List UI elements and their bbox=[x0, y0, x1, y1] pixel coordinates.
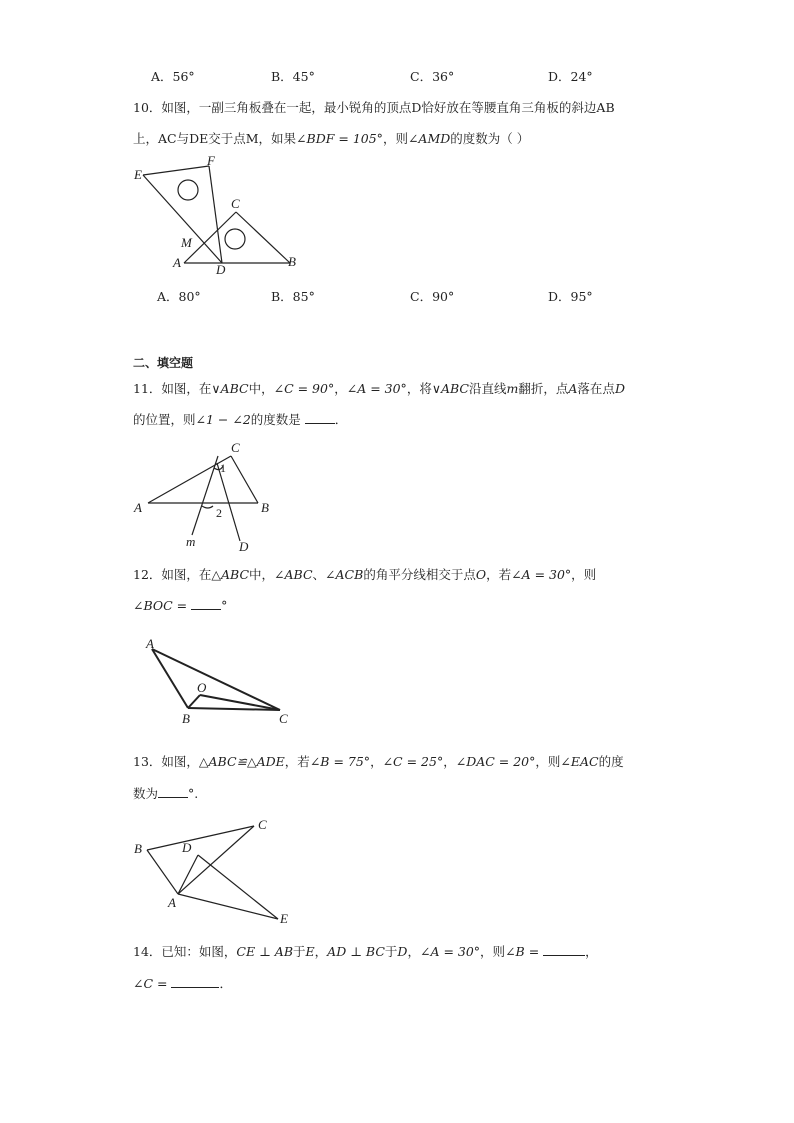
q13-stem-line-1: 13．如图，△ABC≌△ADE，若∠B = 75°，∠C = 25°，∠DAC = 20°，则∠EAC的度 bbox=[133, 754, 624, 769]
q9-option-d: D．24° bbox=[548, 69, 593, 84]
section-heading-fill-in: 二、填空题 bbox=[133, 356, 194, 370]
q10-option-a: A．80° bbox=[157, 289, 201, 304]
q14-stem-line-2: ∠C = ． bbox=[133, 976, 232, 991]
q11-label-1: 1 bbox=[220, 461, 226, 475]
q11-figure bbox=[130, 438, 280, 556]
q12-stem-line-1: 12．如图，在△ABC中，∠ABC、∠ACB的角平分线相交于点O，若∠A = 30°，则 bbox=[133, 567, 597, 582]
q12-label-a: A bbox=[146, 636, 154, 651]
q13-label-d: D bbox=[182, 840, 192, 855]
q13-stem-line-2: 数为 °. bbox=[133, 786, 199, 801]
q9-option-b: B．45° bbox=[271, 69, 315, 84]
q10-option-b: B．85° bbox=[271, 289, 315, 304]
q10-label-d: D bbox=[216, 262, 226, 277]
q14-stem-line-1: 14．已知：如图，CE ⊥ AB于E，AD ⊥ BC于D，∠A = 30°，则∠B = ， bbox=[133, 944, 598, 959]
q12-stem-line-2: ∠BOC = ° bbox=[133, 598, 228, 613]
q10-label-f: F bbox=[207, 153, 215, 168]
q12-label-c: C bbox=[279, 711, 288, 726]
q13-figure bbox=[130, 812, 300, 930]
q9-option-a: A．56° bbox=[151, 69, 195, 84]
q13-label-b: B bbox=[134, 841, 142, 856]
q10-label-m: M bbox=[181, 235, 192, 250]
q10-label-a: A bbox=[173, 255, 181, 270]
q11-answer-blank[interactable] bbox=[305, 411, 335, 424]
q10-option-c: C．90° bbox=[410, 289, 455, 304]
q14-answer-blank-b[interactable] bbox=[543, 943, 585, 956]
q13-answer-blank[interactable] bbox=[158, 785, 188, 798]
q13-label-a: A bbox=[168, 895, 176, 910]
q9-option-c: C．36° bbox=[410, 69, 455, 84]
q11-stem-line-2: 的位置，则∠1 − ∠2的度数是 ． bbox=[133, 412, 348, 427]
q13-label-c: C bbox=[258, 817, 267, 832]
q11-stem-line-1: 11．如图，在∨ABC中，∠C = 90°，∠A = 30°，将∨ABC沿直线m翻折，点A落在点D bbox=[133, 381, 625, 396]
q10-label-c: C bbox=[231, 196, 240, 211]
q12-answer-blank[interactable] bbox=[191, 597, 221, 610]
q14-answer-blank-c[interactable] bbox=[171, 975, 219, 988]
q10-label-e: E bbox=[134, 167, 142, 182]
q11-label-m: m bbox=[186, 534, 196, 549]
q12-label-b: B bbox=[182, 711, 190, 726]
q11-label-a: A bbox=[134, 500, 142, 515]
q10-stem-line-1: 10．如图，一副三角板叠在一起，最小锐角的顶点D恰好放在等腰直角三角板的斜边AB bbox=[133, 100, 615, 115]
q13-label-e: E bbox=[280, 911, 288, 926]
q12-label-o: O bbox=[197, 680, 207, 695]
q11-label-c: C bbox=[231, 440, 240, 455]
q12-figure bbox=[140, 635, 300, 730]
q10-option-d: D．95° bbox=[548, 289, 593, 304]
q11-label-2: 2 bbox=[216, 506, 222, 520]
q10-figure bbox=[130, 152, 310, 277]
q11-label-d: D bbox=[239, 539, 249, 554]
q10-label-b: B bbox=[288, 254, 296, 269]
q11-label-b: B bbox=[261, 500, 269, 515]
q10-stem-line-2: 上，AC与DE交于点M，如果∠BDF = 105°，则∠AMD的度数为（ ） bbox=[133, 131, 530, 146]
